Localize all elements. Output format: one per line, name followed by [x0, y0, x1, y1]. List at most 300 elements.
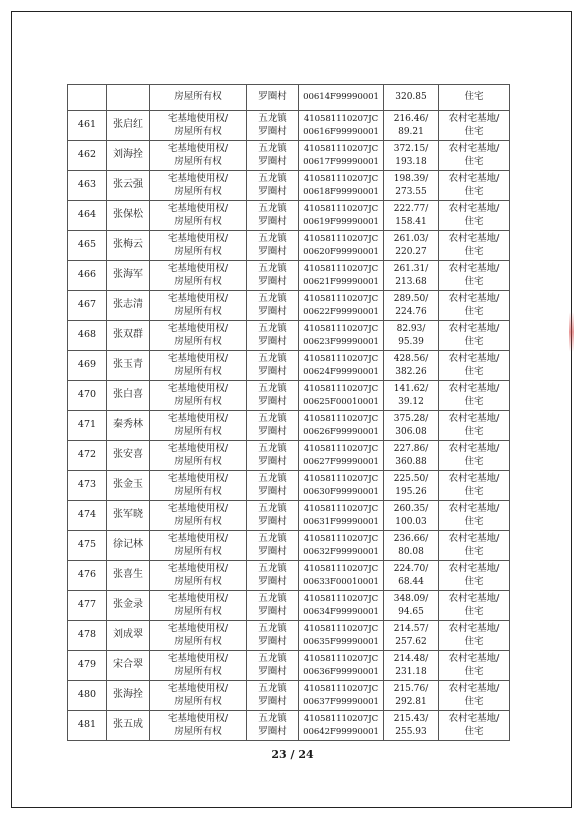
table-row — [68, 381, 510, 411]
location-cell — [247, 141, 299, 171]
use-line-2: 住宅 — [464, 635, 484, 647]
unit-code-cell — [299, 171, 384, 201]
right-type-line-2: 房屋所有权 — [174, 455, 222, 467]
area-cell — [384, 171, 439, 201]
row-number-line-1: 463 — [77, 179, 97, 191]
owner-name-line-1: 张梅云 — [113, 239, 143, 251]
use-cell — [439, 441, 510, 471]
location-line-2: 罗圈村 — [258, 485, 287, 497]
owner-name-cell — [107, 501, 150, 531]
right-type-line-2: 房屋所有权 — [174, 125, 222, 137]
unit-code-cell — [299, 501, 384, 531]
area-cell — [384, 411, 439, 441]
location-line-2: 罗圈村 — [258, 245, 287, 257]
right-type-cell — [150, 321, 247, 351]
right-type-cell — [150, 561, 247, 591]
right-type-line-1: 宅基地使用权/ — [167, 413, 229, 424]
use-line-2: 住宅 — [464, 215, 484, 227]
unit-code-cell — [299, 531, 384, 561]
use-cell — [439, 411, 510, 441]
use-cell — [439, 321, 510, 351]
area-line-1: 375.28/ — [393, 414, 429, 424]
row-number-cell — [68, 501, 107, 531]
location-line-2: 罗圈村 — [258, 455, 287, 467]
unit-code-cell — [299, 201, 384, 231]
unit-code-line-2: 00620F99990001 — [303, 246, 379, 257]
row-number-cell — [68, 291, 107, 321]
location-line-2: 罗圈村 — [258, 665, 287, 677]
unit-code-line-1: 410581110207JC — [303, 384, 379, 394]
right-type-line-2: 房屋所有权 — [174, 365, 222, 377]
use-cell — [439, 231, 510, 261]
unit-code-line-2: 00636F99990001 — [303, 666, 379, 677]
table-row — [68, 261, 510, 291]
use-cell — [439, 141, 510, 171]
area-line-2: 94.65 — [398, 606, 424, 617]
use-line-1: 农村宅基地/ — [448, 533, 500, 544]
area-cell: 320.85 — [384, 85, 439, 111]
area-line-1: 224.70/ — [393, 564, 429, 574]
row-number-cell — [68, 171, 107, 201]
use-line-2: 住宅 — [464, 485, 484, 497]
row-number-cell — [68, 111, 107, 141]
owner-name-cell — [107, 381, 150, 411]
unit-code-cell — [299, 681, 384, 711]
unit-code-line-2: 00633F00010001 — [303, 576, 379, 587]
area-line-1: 215.76/ — [393, 684, 429, 694]
location-line-1: 五龙镇 — [258, 443, 287, 454]
table-row — [68, 111, 510, 141]
owner-name-cell — [107, 141, 150, 171]
right-type-line-2: 房屋所有权 — [174, 485, 222, 497]
right-type-line-1: 宅基地使用权/ — [167, 143, 229, 154]
area-line-1: 289.50/ — [393, 294, 429, 304]
use-line-1: 农村宅基地/ — [448, 323, 500, 334]
owner-name-line-1: 张五成 — [113, 719, 143, 731]
unit-code-line-1: 410581110207JC — [303, 594, 379, 604]
use-line-2: 住宅 — [464, 725, 484, 737]
use-cell — [439, 201, 510, 231]
area-cell — [384, 141, 439, 171]
owner-name-cell — [107, 411, 150, 441]
use-line-1: 农村宅基地/ — [448, 143, 500, 154]
location-cell — [247, 561, 299, 591]
location-cell — [247, 501, 299, 531]
right-type-line-2: 房屋所有权 — [174, 605, 222, 617]
use-line-2: 住宅 — [464, 365, 484, 377]
unit-code-line-2: 00621F99990001 — [303, 276, 379, 287]
location-cell — [247, 381, 299, 411]
right-type-cell — [150, 471, 247, 501]
unit-code-line-1: 410581110207JC — [303, 414, 379, 424]
area-line-2: 273.55 — [395, 186, 427, 197]
unit-code-line-2: 00635F99990001 — [303, 636, 379, 647]
unit-code-line-1: 410581110207JC — [303, 714, 379, 724]
table-row — [68, 441, 510, 471]
row-number-cell — [68, 441, 107, 471]
row-number-line-1: 478 — [77, 629, 97, 641]
row-number-line-1: 464 — [77, 209, 97, 221]
location-cell — [247, 231, 299, 261]
unit-code-line-2: 00617F99990001 — [303, 156, 379, 167]
row-number-line-1: 469 — [77, 359, 97, 371]
location-cell — [247, 351, 299, 381]
use-line-1: 农村宅基地/ — [448, 263, 500, 274]
area-line-2: 80.08 — [398, 546, 424, 557]
row-number-line-1: 472 — [77, 449, 97, 461]
unit-code-line-1: 410581110207JC — [303, 654, 379, 664]
area-cell — [384, 471, 439, 501]
area-cell — [384, 351, 439, 381]
row-number-cell — [68, 471, 107, 501]
use-line-2: 住宅 — [464, 125, 484, 137]
owner-name-cell — [107, 591, 150, 621]
right-type-line-1: 宅基地使用权/ — [167, 563, 229, 574]
area-cell — [384, 591, 439, 621]
right-type-cell — [150, 501, 247, 531]
owner-name-line-1: 张云强 — [113, 179, 143, 191]
use-line-2: 住宅 — [464, 335, 484, 347]
area-line-2: 158.41 — [395, 216, 427, 227]
location-line-2: 罗圈村 — [258, 515, 287, 527]
use-cell — [439, 561, 510, 591]
use-line-2: 住宅 — [464, 395, 484, 407]
use-line-2: 住宅 — [464, 425, 484, 437]
right-type-line-2: 房屋所有权 — [174, 515, 222, 527]
owner-name-line-1: 张海拴 — [113, 689, 143, 701]
owner-name-cell — [107, 85, 150, 111]
use-line-2: 住宅 — [464, 575, 484, 587]
row-number-line-1: 461 — [77, 119, 97, 131]
area-cell — [384, 201, 439, 231]
unit-code-line-1: 410581110207JC — [303, 504, 379, 514]
location-cell — [247, 111, 299, 141]
row-number-line-1: 477 — [77, 599, 97, 611]
unit-code-line-1: 410581110207JC — [303, 294, 379, 304]
unit-code-line-1: 410581110207JC — [303, 324, 379, 334]
row-number-line-1: 473 — [77, 479, 97, 491]
unit-code-cell — [299, 351, 384, 381]
row-number-cell — [68, 201, 107, 231]
row-number-cell — [68, 411, 107, 441]
owner-name-cell — [107, 261, 150, 291]
red-stamp-edge — [569, 312, 574, 352]
right-type-line-1: 宅基地使用权/ — [167, 383, 229, 394]
unit-code-line-2: 00630F99990001 — [303, 486, 379, 497]
unit-code-cell — [299, 471, 384, 501]
unit-code-cell — [299, 141, 384, 171]
row-number-line-1: 462 — [77, 149, 97, 161]
row-number-line-1: 480 — [77, 689, 97, 701]
use-line-2: 住宅 — [464, 455, 484, 467]
owner-name-line-1: 秦秀林 — [113, 419, 143, 431]
area-cell — [384, 711, 439, 741]
area-line-1: 236.66/ — [393, 534, 429, 544]
owner-name-line-1: 张双群 — [113, 329, 143, 341]
unit-code-line-1: 410581110207JC — [303, 444, 379, 454]
owner-name-line-1: 张金玉 — [113, 479, 143, 491]
right-type-line-2: 房屋所有权 — [174, 155, 222, 167]
use-line-2: 住宅 — [464, 605, 484, 617]
location-cell — [247, 441, 299, 471]
owner-name-line-1: 刘海拴 — [113, 149, 143, 161]
area-line-1: 261.31/ — [393, 264, 429, 274]
location-line-1: 五龙镇 — [258, 233, 287, 244]
use-cell — [439, 681, 510, 711]
right-type-line-1: 宅基地使用权/ — [167, 593, 229, 604]
right-type-line-2: 房屋所有权 — [174, 575, 222, 587]
row-number-cell — [68, 321, 107, 351]
table-row — [68, 591, 510, 621]
owner-name-line-1: 张军晓 — [113, 509, 143, 521]
unit-code-line-1: 410581110207JC — [303, 354, 379, 364]
area-cell — [384, 111, 439, 141]
area-cell — [384, 651, 439, 681]
right-type-line-1: 宅基地使用权/ — [167, 353, 229, 364]
unit-code-line-1: 410581110207JC — [303, 474, 379, 484]
table-row — [68, 231, 510, 261]
table-row — [68, 351, 510, 381]
unit-code-line-1: 410581110207JC — [303, 684, 379, 694]
location-cell — [247, 261, 299, 291]
registration-table — [67, 84, 510, 741]
use-cell — [439, 111, 510, 141]
area-line-2: 213.68 — [395, 276, 427, 287]
unit-code-line-2: 00637F99990001 — [303, 696, 379, 707]
use-cell — [439, 531, 510, 561]
owner-name-line-1: 张启红 — [113, 119, 143, 131]
use-line-2: 住宅 — [464, 275, 484, 287]
table-row — [68, 85, 510, 111]
use-line-2: 住宅 — [464, 515, 484, 527]
unit-code-cell — [299, 711, 384, 741]
location-line-2: 罗圈村 — [258, 365, 287, 377]
area-cell — [384, 501, 439, 531]
use-cell — [439, 261, 510, 291]
use-line-2: 住宅 — [464, 665, 484, 677]
unit-code-cell — [299, 411, 384, 441]
right-type-line-2: 房屋所有权 — [174, 725, 222, 737]
right-type-line-2: 房屋所有权 — [174, 665, 222, 677]
row-number-cell — [68, 231, 107, 261]
area-line-1: 141.62/ — [393, 384, 429, 394]
area-line-2: 255.93 — [395, 726, 427, 737]
owner-name-cell — [107, 471, 150, 501]
unit-code-line-2: 00632F99990001 — [303, 546, 379, 557]
location-cell — [247, 651, 299, 681]
unit-code-line-2: 00618F99990001 — [303, 186, 379, 197]
use-cell — [439, 621, 510, 651]
location-cell — [247, 171, 299, 201]
use-line-2: 住宅 — [464, 695, 484, 707]
right-type-line-1: 宅基地使用权/ — [167, 683, 229, 694]
area-line-1: 198.39/ — [393, 174, 429, 184]
row-number-cell — [68, 621, 107, 651]
right-type-line-2: 房屋所有权 — [174, 185, 222, 197]
location-line-1: 五龙镇 — [258, 503, 287, 514]
owner-name-cell — [107, 171, 150, 201]
unit-code-cell — [299, 561, 384, 591]
right-type-cell — [150, 711, 247, 741]
unit-code-line-2: 00616F99990001 — [303, 126, 379, 137]
right-type-line-1: 宅基地使用权/ — [167, 293, 229, 304]
area-cell — [384, 231, 439, 261]
right-type-cell — [150, 591, 247, 621]
unit-code-line-1: 410581110207JC — [303, 564, 379, 574]
owner-name-cell — [107, 711, 150, 741]
unit-code-line-2: 00631F99990001 — [303, 516, 379, 527]
unit-code-cell — [299, 651, 384, 681]
row-number-line-1: 466 — [77, 269, 97, 281]
area-line-1: 222.77/ — [393, 204, 429, 214]
row-number-line-1: 465 — [77, 239, 97, 251]
area-cell — [384, 621, 439, 651]
location-cell: 罗圈村 — [247, 85, 299, 111]
area-line-2: 195.26 — [395, 486, 427, 497]
unit-code-cell — [299, 381, 384, 411]
location-cell — [247, 681, 299, 711]
table-row — [68, 501, 510, 531]
area-cell — [384, 321, 439, 351]
use-line-1: 农村宅基地/ — [448, 233, 500, 244]
row-number-line-1: 470 — [77, 389, 97, 401]
area-line-2: 292.81 — [395, 696, 427, 707]
location-line-1: 五龙镇 — [258, 593, 287, 604]
area-line-1: 216.46/ — [393, 114, 429, 124]
right-type-cell — [150, 141, 247, 171]
owner-name-line-1: 刘成翠 — [113, 629, 143, 641]
unit-code-line-2: 00619F99990001 — [303, 216, 379, 227]
right-type-line-1: 宅基地使用权/ — [167, 233, 229, 244]
unit-code-line-1: 410581110207JC — [303, 624, 379, 634]
table-row — [68, 411, 510, 441]
row-number-cell — [68, 681, 107, 711]
table-row — [68, 531, 510, 561]
unit-code-cell — [299, 261, 384, 291]
row-number-line-1: 479 — [77, 659, 97, 671]
owner-name-cell — [107, 201, 150, 231]
owner-name-line-1: 宋合翠 — [113, 659, 143, 671]
owner-name-cell — [107, 351, 150, 381]
table-row — [68, 141, 510, 171]
owner-name-line-1: 张保松 — [113, 209, 143, 221]
location-line-1: 五龙镇 — [258, 203, 287, 214]
use-line-1: 农村宅基地/ — [448, 203, 500, 214]
location-line-2: 罗圈村 — [258, 695, 287, 707]
table-row — [68, 321, 510, 351]
unit-code-line-1: 410581110207JC — [303, 264, 379, 274]
owner-name-cell — [107, 441, 150, 471]
owner-name-cell — [107, 291, 150, 321]
area-line-1: 372.15/ — [393, 144, 429, 154]
unit-code-line-1: 410581110207JC — [303, 534, 379, 544]
unit-code-line-1: 410581110207JC — [303, 234, 379, 244]
table-row — [68, 171, 510, 201]
area-line-1: 260.35/ — [393, 504, 429, 514]
location-line-2: 罗圈村 — [258, 155, 287, 167]
location-line-1: 五龙镇 — [258, 323, 287, 334]
area-line-2: 382.26 — [395, 366, 427, 377]
unit-code-line-2: 00626F99990001 — [303, 426, 379, 437]
table-row — [68, 651, 510, 681]
table-row — [68, 621, 510, 651]
use-cell — [439, 291, 510, 321]
table-row — [68, 291, 510, 321]
owner-name-cell — [107, 561, 150, 591]
right-type-line-2: 房屋所有权 — [174, 635, 222, 647]
unit-code-cell — [299, 441, 384, 471]
right-type-line-1: 宅基地使用权/ — [167, 503, 229, 514]
row-number-cell — [68, 651, 107, 681]
location-cell — [247, 591, 299, 621]
area-cell — [384, 561, 439, 591]
row-number-line-1: 474 — [77, 509, 97, 521]
right-type-line-1: 宅基地使用权/ — [167, 473, 229, 484]
area-line-1: 261.03/ — [393, 234, 429, 244]
right-type-line-1: 宅基地使用权/ — [167, 533, 229, 544]
use-cell: 住宅 — [439, 85, 510, 111]
unit-code-line-2: 00624F99990001 — [303, 366, 379, 377]
location-line-1: 五龙镇 — [258, 353, 287, 364]
row-number-line-1: 476 — [77, 569, 97, 581]
location-line-2: 罗圈村 — [258, 605, 287, 617]
right-type-line-1: 宅基地使用权/ — [167, 113, 229, 124]
location-line-1: 五龙镇 — [258, 713, 287, 724]
right-type-cell — [150, 681, 247, 711]
row-number-line-1: 475 — [77, 539, 97, 551]
use-line-2: 住宅 — [464, 545, 484, 557]
right-type-line-2: 房屋所有权 — [174, 275, 222, 287]
location-line-2: 罗圈村 — [258, 335, 287, 347]
location-line-2: 罗圈村 — [258, 215, 287, 227]
area-line-1: 214.48/ — [393, 654, 429, 664]
area-line-2: 231.18 — [395, 666, 427, 677]
use-line-1: 农村宅基地/ — [448, 443, 500, 454]
use-line-1: 农村宅基地/ — [448, 173, 500, 184]
use-line-2: 住宅 — [464, 245, 484, 257]
use-cell — [439, 591, 510, 621]
use-line-1: 农村宅基地/ — [448, 293, 500, 304]
area-cell — [384, 531, 439, 561]
area-line-2: 39.12 — [398, 396, 424, 407]
area-line-2: 224.76 — [395, 306, 427, 317]
area-line-1: 227.86/ — [393, 444, 429, 454]
area-cell — [384, 681, 439, 711]
area-cell — [384, 441, 439, 471]
location-line-1: 五龙镇 — [258, 473, 287, 484]
area-line-1: 215.43/ — [393, 714, 429, 724]
row-number-cell — [68, 591, 107, 621]
unit-code-cell — [299, 621, 384, 651]
right-type-line-1: 宅基地使用权/ — [167, 263, 229, 274]
unit-code-cell — [299, 291, 384, 321]
owner-name-line-1: 徐记林 — [113, 539, 143, 551]
use-line-1: 农村宅基地/ — [448, 563, 500, 574]
use-line-1: 农村宅基地/ — [448, 353, 500, 364]
use-line-2: 住宅 — [464, 185, 484, 197]
right-type-line-1: 宅基地使用权/ — [167, 653, 229, 664]
row-number-cell — [68, 351, 107, 381]
use-cell — [439, 381, 510, 411]
right-type-cell — [150, 261, 247, 291]
unit-code-line-2: 00623F99990001 — [303, 336, 379, 347]
location-line-1: 五龙镇 — [258, 533, 287, 544]
owner-name-cell — [107, 231, 150, 261]
location-cell — [247, 291, 299, 321]
right-type-cell — [150, 531, 247, 561]
location-line-1: 五龙镇 — [258, 383, 287, 394]
use-line-2: 住宅 — [464, 305, 484, 317]
